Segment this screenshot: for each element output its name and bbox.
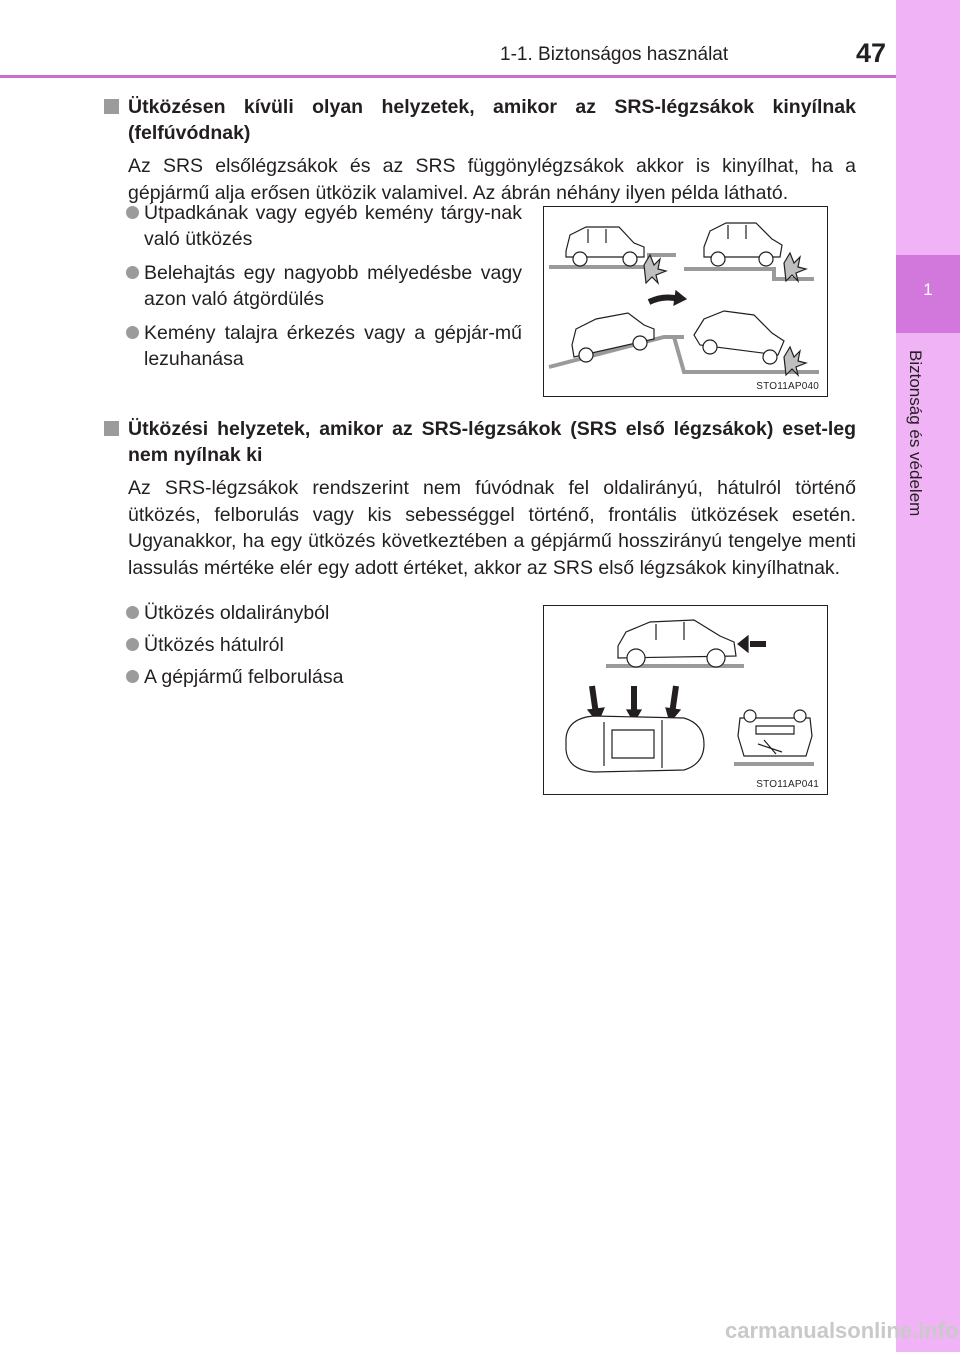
section-heading: Ütközési helyzetek, amikor az SRS-légzsákok (SRS első légzsákok) eset-leg nem nyílnak ki: [104, 416, 856, 468]
bullet-dot-icon: [126, 206, 139, 219]
bullet-dot-icon: [126, 670, 139, 683]
bullet-list-deploy: [126, 200, 522, 372]
section-heading: Ütközésen kívüli olyan helyzetek, amikor az SRS-légzsákok kinyílnak (felfúvódnak): [104, 94, 856, 146]
figure-undercarriage-impacts: [543, 206, 828, 397]
running-header: 1-1. Biztonságos használat: [500, 44, 729, 65]
section-airbag-no-deploy: [104, 416, 856, 581]
chapter-side-tab: [896, 0, 960, 1352]
figure-code: STO11AP040: [756, 381, 819, 392]
figure-code: STO11AP041: [756, 779, 819, 790]
square-bullet-icon: [104, 99, 119, 114]
section-airbag-deploy: [104, 94, 856, 206]
page-number: 47: [855, 38, 886, 68]
figure-side-rear-rollover: [543, 605, 828, 795]
chapter-title: Biztonság és védelem: [906, 350, 925, 517]
list-item: Ütközés hátulról: [126, 632, 506, 658]
bullet-dot-icon: [126, 638, 139, 651]
list-item: Útpadkának vagy egyéb kemény tárgy-nak való ütközés: [126, 200, 522, 252]
bullet-dot-icon: [126, 606, 139, 619]
bullet-dot-icon: [126, 326, 139, 339]
section-body: Az SRS-légzsákok rendszerint nem fúvódnak fel oldalirányú, hátulról történő ütközés, felborulás vagy kis sebességgel történő, frontális ütközések esetén. Ugyanakkor, ha egy ütközés következtében a gépjármű hosszirányú tengelye menti lassulás mértéke elér egy adott értéket, akkor az SRS első légzsákok kinyílhatnak.: [128, 477, 856, 579]
bullet-list-no-deploy: [126, 600, 506, 690]
watermark: carmanualsonline.info: [725, 1318, 959, 1343]
square-bullet-icon: [104, 421, 119, 436]
section-body: Az SRS elsőlégzsákok és az SRS függönylégzsákok akkor is kinyílhat, ha a gépjármű alja erősen ütközik valamivel. Az ábrán néhány ilyen példa látható.: [128, 155, 856, 204]
list-item: Kemény talajra érkezés vagy a gépjár-mű lezuhanása: [126, 320, 522, 372]
header-rule: [0, 75, 896, 78]
list-item: Belehajtás egy nagyobb mélyedésbe vagy azon való átgördülés: [126, 260, 522, 312]
side-rear-rollover-illustration: [544, 606, 826, 793]
list-item: A gépjármű felborulása: [126, 664, 506, 690]
list-item: Ütközés oldalirányból: [126, 600, 506, 626]
bullet-dot-icon: [126, 266, 139, 279]
chapter-number: 1: [923, 280, 933, 299]
undercarriage-impact-illustration: [544, 207, 826, 395]
